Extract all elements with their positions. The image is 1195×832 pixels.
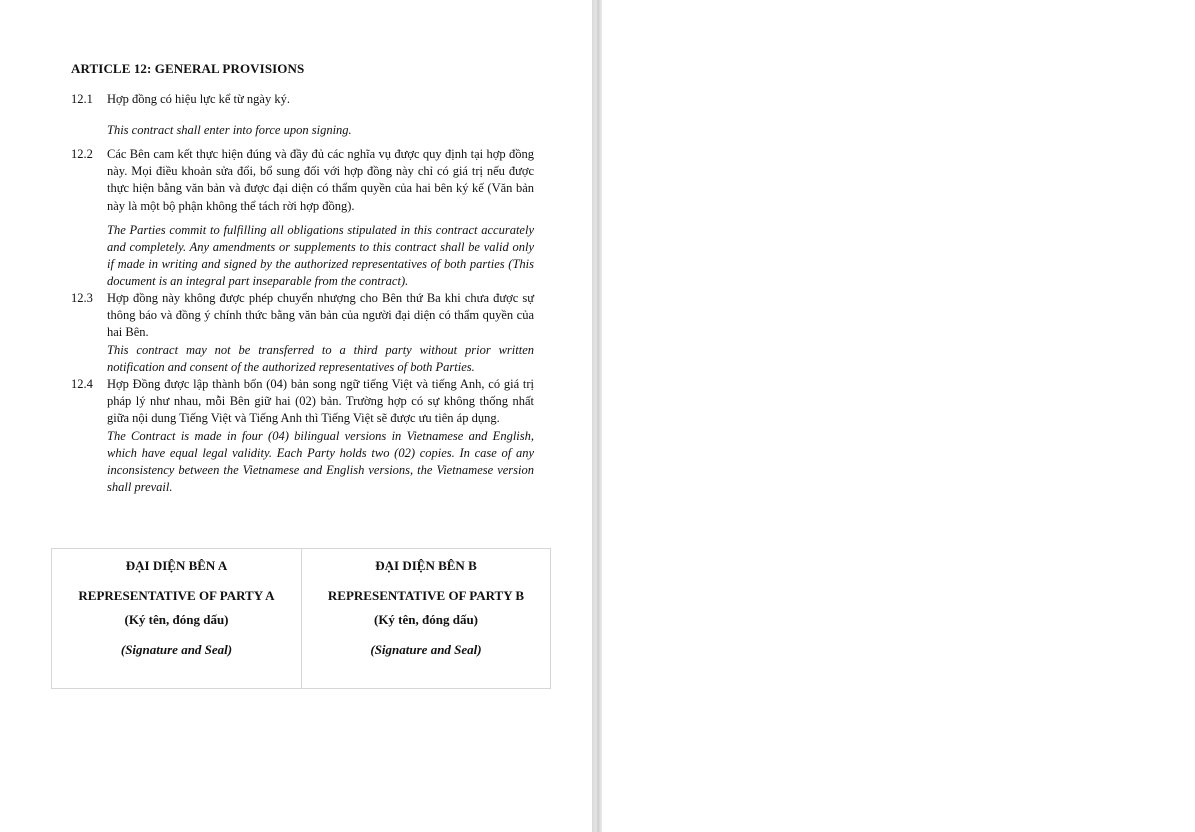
clause-english-text: The Contract is made in four (04) bilingual versions in Vietnamese and English, which have equal legal validity. Each Party holds two (02) copies. In case of any inconsistency between the Vietnamese and English versions, the Vietnamese version shall prevail. xyxy=(107,428,534,495)
party-a-title-vi: ĐẠI DIỆN BÊN A xyxy=(125,558,228,573)
party-b-sign-vi: (Ký tên, đóng dấu) xyxy=(373,612,479,627)
clause-number: 12.2 xyxy=(71,147,93,161)
clause-12-1 xyxy=(71,91,534,139)
clause-12-3 xyxy=(71,290,534,376)
party-a-sign-vi: (Ký tên, đóng dấu) xyxy=(124,612,229,627)
signature-party-a xyxy=(52,549,301,688)
clause-number: 12.3 xyxy=(71,291,93,305)
party-b-sign-en: (Signature and Seal) xyxy=(370,642,482,657)
signature-party-b xyxy=(301,549,550,688)
clause-body xyxy=(107,91,534,139)
clause-vietnamese-text: Hợp đồng này không được phép chuyển nhượng cho Bên thứ Ba khi chưa được sự thông báo và đồng ý chính thức bằng văn bản của người đại diện có thẩm quyền của hai Bên. xyxy=(107,291,534,340)
clause-english-text: This contract may not be transferred to a third party without prior written notification and consent of the authorized representatives of both Parties. xyxy=(107,342,534,374)
clause-number: 12.1 xyxy=(71,92,93,106)
party-b-title-en: REPRESENTATIVE OF PARTY B xyxy=(327,588,525,603)
page-gutter xyxy=(592,0,602,832)
clause-body xyxy=(107,146,534,291)
clause-vietnamese-text: Hợp đồng có hiệu lực kể từ ngày ký. xyxy=(107,92,290,106)
clause-12-2 xyxy=(71,146,534,291)
clause-body xyxy=(107,290,534,376)
clause-english-text: This contract shall enter into force upon signing. xyxy=(107,123,352,138)
document-page xyxy=(0,0,592,832)
clause-english-text: The Parties commit to fulfilling all obligations stipulated in this contract accurately and completely. Any amendments or supplements to this contract shall be valid only if made in writing and signed by the authorized representatives of both parties (This document is an integral part inseparable from the contract). xyxy=(107,222,534,289)
clause-12-4 xyxy=(71,376,534,496)
signature-table xyxy=(51,548,551,689)
article-title: ARTICLE 12: GENERAL PROVISIONS xyxy=(71,61,305,76)
party-a-sign-en: (Signature and Seal) xyxy=(120,642,233,657)
clause-number: 12.4 xyxy=(71,377,93,391)
party-b-title-vi: ĐẠI DIỆN BÊN B xyxy=(375,558,477,573)
clause-body xyxy=(107,376,534,496)
blank-page xyxy=(602,0,1195,832)
clause-vietnamese-text: Hợp Đồng được lập thành bốn (04) bản song ngữ tiếng Việt và tiếng Anh, có giá trị pháp lý như nhau, mỗi Bên giữ hai (02) bản. Trường hợp có sự không thống nhất giữa nội dung Tiếng Việt và Tiếng Anh thì Tiếng Việt sẽ được ưu tiên áp dụng. xyxy=(107,377,534,426)
clause-vietnamese-text: Các Bên cam kết thực hiện đúng và đầy đủ các nghĩa vụ được quy định tại hợp đồng này. Mọi điều khoản sửa đổi, bổ sung đối với hợp đồng này chỉ có giá trị nếu được thực hiện bằng văn bản và được đại diện có thẩm quyền của hai bên ký kế (Văn bản này là một bộ phận không thể tách rời hợp đồng). xyxy=(107,147,534,213)
party-a-title-en: REPRESENTATIVE OF PARTY A xyxy=(78,588,275,603)
